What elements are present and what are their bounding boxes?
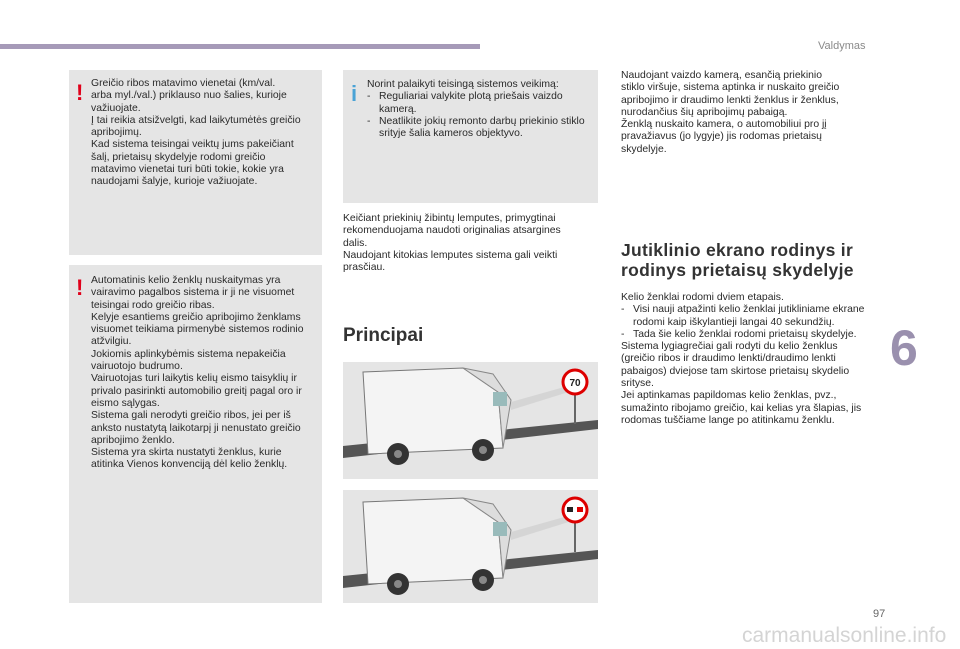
speed-limit-value: 70: [569, 378, 581, 389]
display-text: Kelio ženklai rodomi dviem etapais. - Visi nauji atpažinti kelio ženklai jutikliniame ekrane rodomi kaip iškylantieji langai 40 sekundžių. - Tada šie kelio ženklai rodomi prietaisų skydelyje. Sistema lygiagrečiai gali rodyti du kelio ženklus (greičio ribos ir draudimo lenkti/draudimo lenkti pabaigos) dviejose tam skirtose prietaisų skydelio srityse. Jei aptinkamas papildomas kelio ženklas, pvz., sumažinto ribojamo greičio, kai kelias yra šlapias, jis rodomas tuščiame lange po atitinkamu ženklu.: [621, 292, 879, 427]
camera-description: Naudojant vaizdo kamerą, esančią priekinio stiklo viršuje, sistema aptinka ir nuskaito greičio apribojimo ir draudimo lenkti ženklus ir ženklus, nurodančius šių apribojimų pabaigą. Ženklą nuskaito kamera, o automobiliui pro jį pravažiavus (jo lygyje) jis rodomas prietaisų skydelyje.: [621, 70, 840, 155]
list-item: - Neatlikite jokių remonto darbų priekinio stiklo srityje šalia kameros objektyvo.: [367, 116, 595, 141]
watermark: carmanualsonline.info: [742, 624, 947, 647]
warning-icon: !: [76, 275, 84, 300]
warning-box-units: [69, 70, 322, 255]
info-box-camera: [343, 70, 598, 203]
chapter-number: 6: [890, 320, 918, 376]
section-title: Valdymas: [818, 40, 866, 52]
header-accent-bar: [0, 44, 480, 49]
display-heading: Jutiklinio ekrano rodinys ir rodinys prietaisų skydelyje: [621, 240, 854, 280]
list-item: - Tada šie kelio ženklai rodomi prietaisų skydelyje.: [621, 329, 879, 341]
list-item: - Reguliariai valykite plotą priešais vaizdo kamerą.: [367, 91, 595, 116]
warning-icon: !: [76, 80, 84, 105]
page-number: 97: [873, 608, 886, 620]
list-item: - Visi nauji atpažinti kelio ženklai jutikliniame ekrane rodomi kaip iškylantieji langai 40 sekundžių.: [621, 304, 879, 329]
illustration-speed-limit: [343, 362, 598, 479]
lamps-paragraph: Keičiant priekinių žibintų lemputes, primygtinai rekomenduojama naudoti originalias atsargines dalis. Naudojant kitokias lemputes sistema gali veikti prasčiau.: [343, 213, 561, 274]
warning-limitations-text: Automatinis kelio ženklų nuskaitymas yra vairavimo pagalbos sistema ir ji ne visuomet teisingai rodo greičio ribas. Kelyje esantiems greičio apribojimo ženklams visuomet teikiama pirmenybė sistemos rodinio atžvilgiu. Jokiomis aplinkybėmis sistema nepakeičia vairuotojo budrumo. Vairuotojas turi laikytis kelių eismo taisyklių ir privalo pasirinkti automobilio greitį pagal oro ir eismo sąlygas. Sistema gali nerodyti greičio ribos, jei per iš anksto nustatytą laikotarpį ji nenustato greičio apribojimo ženklo. Sistema yra skirta nustatyti ženklus, kurie atitinka Vienos konvenciją dėl kelio ženklų.: [91, 275, 304, 471]
illustration-no-overtaking: [343, 490, 598, 603]
principles-heading: Principai: [343, 325, 424, 346]
info-icon: i: [351, 81, 358, 106]
van-speed-sign-drawing: [343, 362, 598, 479]
van-no-overtaking-drawing: [343, 490, 598, 603]
no-overtaking-sign-icon: [563, 498, 587, 522]
warning-box-limitations: [69, 265, 322, 603]
info-camera-text: Norint palaikyti teisingą sistemos veikimą: - Reguliariai valykite plotą priešais vaizdo kamerą. - Neatlikite jokių remonto darbų priekinio stiklo srityje šalia kameros objektyvo.: [367, 79, 595, 140]
warning-units-text: Greičio ribos matavimo vienetai (km/val. arba myl./val.) priklauso nuo šalies, kurioje važiuojate. Į tai reikia atsižvelgti, kad laikytumėtės greičio apribojimų. Kad sistema teisingai veiktų jums pakeičiant šalį, prietaisų skydelyje rodomi greičio matavimo vienetai turi būti tokie, kokie yra naudojami šalyje, kurioje važiuojate.: [91, 78, 301, 188]
